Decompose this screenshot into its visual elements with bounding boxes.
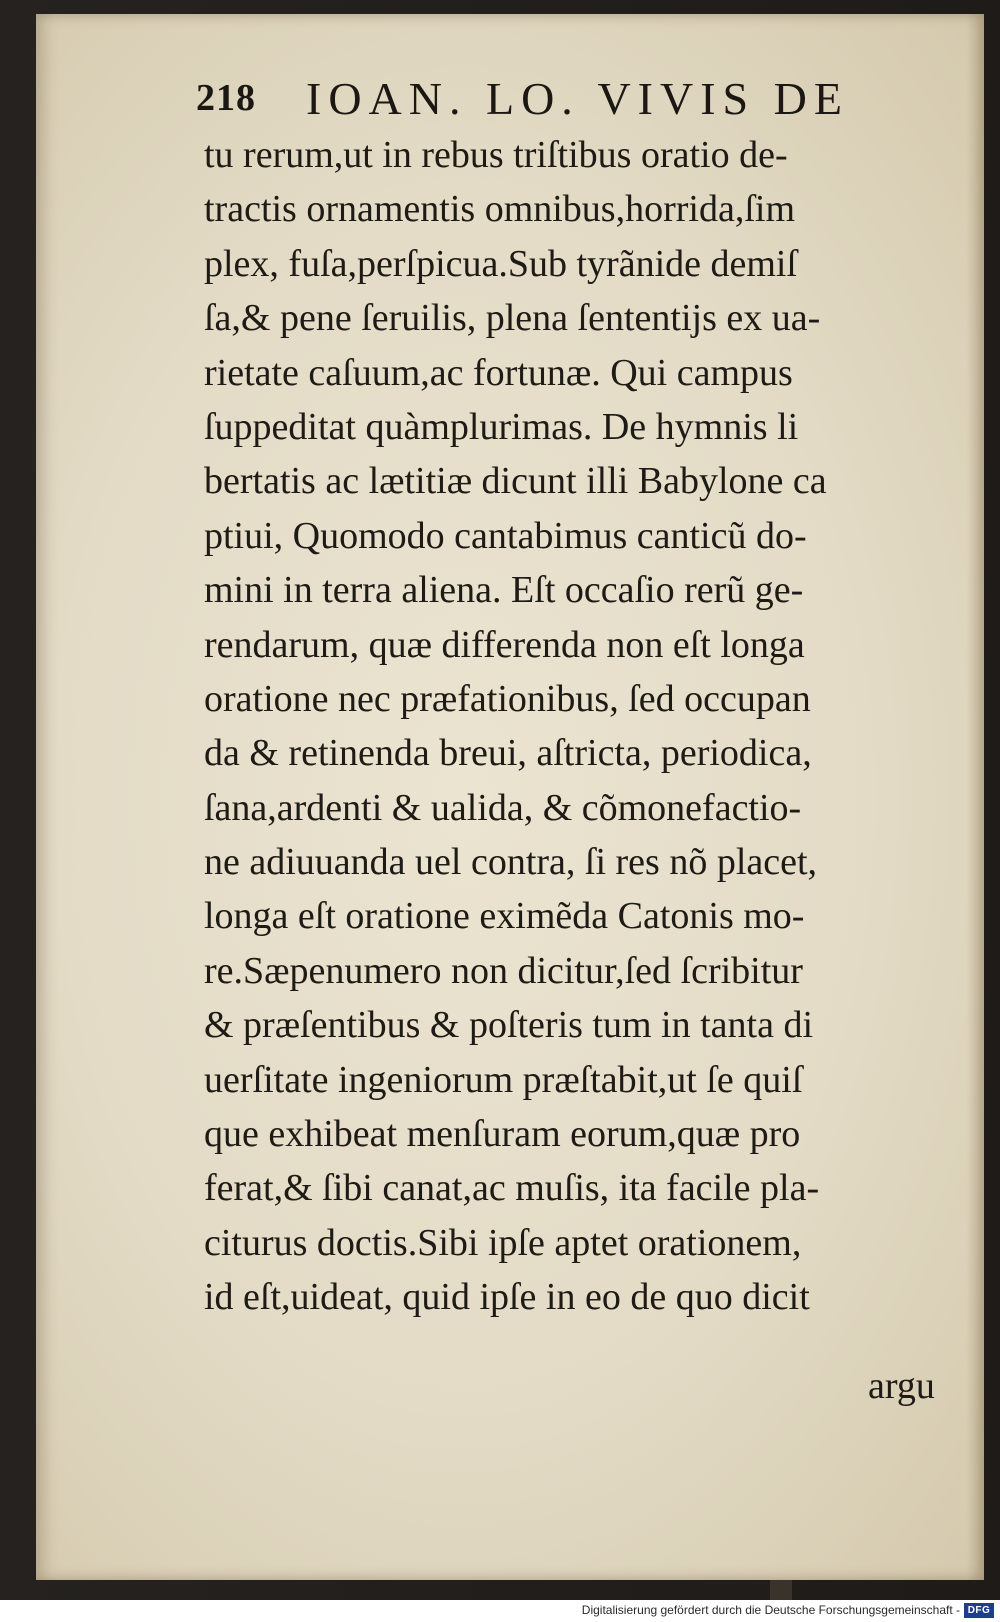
text-line: rendarum, quæ differenda non eſt longa <box>204 623 805 666</box>
folio-number: 218 <box>196 77 256 119</box>
text-line: rietate caſuum,ac fortunæ. Qui campus <box>204 351 793 394</box>
text-line: citurus doctis.Sibi ipſe aptet orationem, <box>204 1221 802 1264</box>
digitization-footer <box>0 1600 1000 1622</box>
text-line: longa eſt oratione eximẽda Catonis mo- <box>204 895 805 938</box>
text-line: re.Sæpenumero non dicitur,ſed ſcribitur <box>204 949 803 992</box>
text-line: ferat,& ſibi canat,ac muſis, ita facile pla- <box>204 1167 820 1210</box>
text-line: uerſitate ingeniorum præſtabit,ut ſe quiſ <box>204 1058 803 1101</box>
text-line: ptiui, Quomodo cantabimus canticũ do- <box>204 514 807 557</box>
text-line: ſa,& pene ſeruilis, plena ſententijs ex ua- <box>204 297 821 340</box>
bookmark-ribbon <box>770 1580 792 1600</box>
text-line: ſuppeditat quàmplurimas. De hymnis li <box>204 405 799 448</box>
text-line: tractis ornamentis omnibus,horrida,ſim <box>204 188 796 231</box>
dfg-logo-icon: DFG <box>964 1603 994 1618</box>
text-line: mini in terra aliena. Eſt occaſio rerũ ge- <box>204 569 804 612</box>
text-line: que exhibeat menſuram eorum,quæ pro <box>204 1113 801 1156</box>
text-line: ne adiuuanda uel contra, ſi res nõ placet, <box>204 841 818 884</box>
text-line: & præſentibus & poſteris tum in tanta di <box>204 1004 814 1047</box>
running-head: IOAN. LO. VIVIS DE <box>306 73 849 124</box>
text-line: id eſt,uideat, quid ipſe in eo de quo dicit <box>204 1276 810 1319</box>
text-line: oratione nec præfationibus, ſed occupan <box>204 677 811 720</box>
catchword: argu <box>868 1365 935 1407</box>
text-line: tu rerum,ut in rebus triſtibus oratio de- <box>204 134 788 176</box>
page-header <box>196 72 916 126</box>
funding-credit: Digitalisierung gefördert durch die Deutsche Forschungsgemeinschaft - <box>581 1603 960 1617</box>
body-text <box>204 128 964 1325</box>
text-line: bertatis ac lætitiæ dicunt illi Babylone ca <box>204 460 827 503</box>
text-line: da & retinenda breui, aſtricta, periodica, <box>204 732 812 775</box>
text-line: ſana,ardenti & ualida, & cõmonefactio- <box>204 786 802 829</box>
text-line: plex, fuſa,perſpicua.Sub tyrãnide demiſ <box>204 242 798 285</box>
page-edge-shadow <box>966 14 984 1580</box>
